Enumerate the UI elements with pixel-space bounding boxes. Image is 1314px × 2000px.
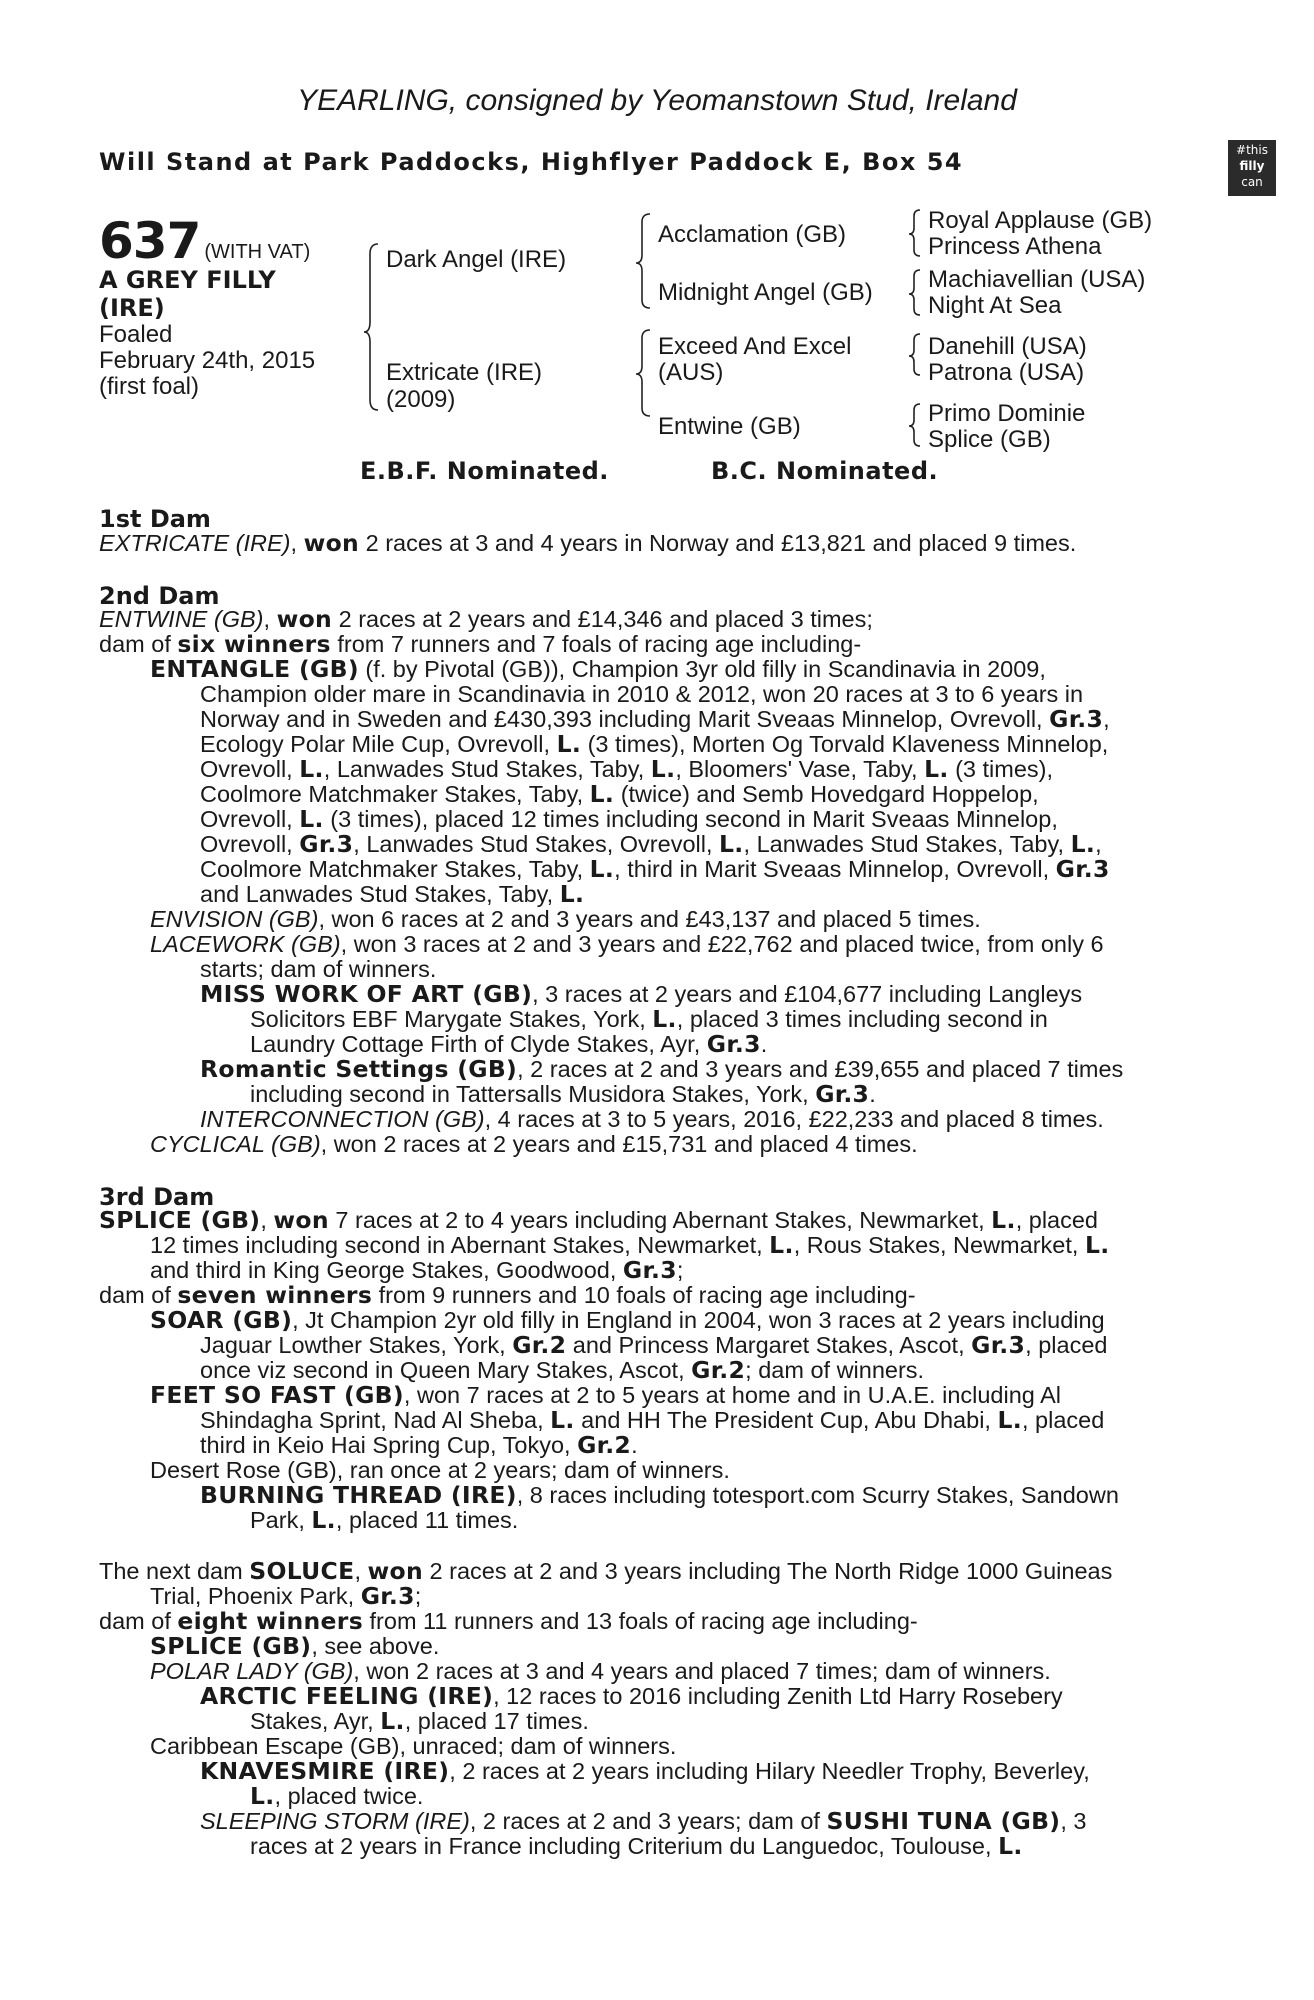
text-span: Jaguar Lowther Stakes, York,	[200, 1332, 513, 1358]
horse-name: POLAR LADY (GB)	[150, 1658, 354, 1684]
separator: ,	[290, 530, 304, 556]
text-span: from 11 runners and 13 foals of racing age including-	[362, 1608, 918, 1634]
grade: Gr.2	[512, 1331, 567, 1359]
text-span: , placed 3 times including second in	[676, 1006, 1048, 1032]
horse-name: SOAR (GB)	[150, 1306, 293, 1334]
grade: L.	[1070, 830, 1096, 858]
lot-description-line-1: A GREY FILLY	[99, 266, 276, 294]
text-span: , won 2 races at 3 and 4 years and placed 7 times; dam of winners.	[353, 1658, 1051, 1684]
grade: L.	[299, 755, 324, 783]
winners-count: six winners	[177, 630, 331, 658]
text-span: and HH The President Cup, Abu Dhabi,	[574, 1407, 998, 1433]
pedigree-gen3-4: Night At Sea	[928, 292, 1062, 319]
produce-line	[250, 1784, 423, 1810]
bc-nominated: B.C. Nominated.	[711, 457, 939, 485]
grade: L.	[997, 1406, 1022, 1434]
text-span: Solicitors EBF Marygate Stakes, York,	[250, 1006, 653, 1032]
grade: L.	[1084, 1231, 1110, 1259]
text-span: , won 7 races at 2 to 5 years at home and in U.A.E. including Al	[403, 1382, 1061, 1408]
lot-number: 637	[99, 212, 201, 270]
badge-line-1: #this	[1236, 143, 1268, 157]
text-span: (3 times), placed 12 times including second in Marit Sveaas Minnelop,	[323, 806, 1058, 832]
pedigree-gen3-6: Patrona (USA)	[928, 359, 1085, 386]
text-span: ,	[1095, 831, 1102, 857]
text-span: , Lanwades Stud Stakes, Taby,	[323, 756, 651, 782]
lot-description-line-2: (IRE)	[99, 294, 165, 322]
text-span: , placed 11 times.	[335, 1507, 519, 1533]
won-label: won	[273, 1206, 329, 1234]
vat-note: (WITH VAT)	[204, 241, 311, 263]
produce-line	[200, 982, 1082, 1008]
horse-name: INTERCONNECTION (GB)	[200, 1106, 485, 1132]
produce-line	[150, 1659, 1051, 1685]
text-span: , won 6 races at 2 and 3 years and £43,137 and placed 5 times.	[318, 906, 981, 932]
produce-line	[200, 1358, 924, 1384]
text-span: 7 races at 2 to 4 years including Abernant Stakes, Newmarket,	[328, 1207, 992, 1233]
text-span: , 3 races at 2 years and £104,677 including Langleys	[532, 981, 1083, 1007]
text-span: Ecology Polar Mile Cup, Ovrevoll,	[200, 731, 557, 757]
foaled-label: Foaled	[99, 321, 173, 348]
separator: ,	[354, 1558, 368, 1584]
text-span: , Bloomers' Vase, Taby,	[675, 756, 925, 782]
text-span: and Princess Margaret Stakes, Ascot,	[566, 1332, 972, 1358]
text-span: dam of	[99, 1282, 178, 1308]
produce-line	[250, 1508, 518, 1534]
gen3-brace-4	[909, 404, 920, 446]
grade: Gr.3	[706, 1030, 761, 1058]
text-span: from 7 runners and 7 foals of racing age including-	[330, 631, 862, 657]
second-dam-line	[99, 607, 873, 633]
won-label: won	[303, 529, 360, 557]
horse-name: FEET SO FAST (GB)	[150, 1381, 404, 1409]
text-span: third in Keio Hai Spring Cup, Tokyo,	[200, 1432, 578, 1458]
gen3-brace-3	[909, 334, 920, 375]
grade: Gr.3	[815, 1080, 870, 1108]
produce-line	[150, 657, 1046, 683]
grade: Gr.3	[1055, 855, 1110, 883]
produce-line	[250, 1082, 876, 1108]
horse-name: LACEWORK (GB)	[150, 931, 341, 957]
text-span: races at 2 years in France including Criterium du Languedoc, Toulouse,	[250, 1833, 999, 1859]
horse-name: SPLICE (GB)	[150, 1632, 312, 1660]
text-span: including second in Tattersalls Musidora Stakes, York,	[250, 1081, 816, 1107]
pedigree-dam-year: (2009)	[386, 386, 456, 413]
text-span: once viz second in Queen Mary Stakes, Ascot,	[200, 1357, 692, 1383]
produce-line	[150, 1634, 439, 1660]
text-span: Ovrevoll,	[200, 806, 300, 832]
produce-line	[250, 1709, 589, 1735]
produce-line: starts; dam of winners.	[200, 956, 437, 982]
grade: L.	[650, 755, 676, 783]
produce-line	[250, 1834, 1023, 1860]
text-span: , Rous Stakes, Newmarket,	[793, 1232, 1085, 1258]
third-dam-heading: 3rd Dam	[99, 1183, 215, 1211]
separator: ,	[263, 606, 277, 632]
produce-line	[200, 832, 1102, 858]
next-dam-line	[150, 1584, 421, 1610]
text-span: The next dam	[99, 1558, 250, 1584]
text-span: , 12 races to 2016 including Zenith Ltd Harry Rosebery	[493, 1683, 1063, 1709]
pedigree-gen3-8: Splice (GB)	[928, 426, 1051, 453]
produce-line	[200, 757, 1053, 783]
text-span: , placed	[1022, 1407, 1105, 1433]
next-dam-produce-summary	[99, 1609, 918, 1635]
text-span: , placed twice.	[274, 1783, 424, 1809]
produce-line	[200, 857, 1110, 883]
text-span: from 9 runners and 10 foals of racing age including-	[372, 1282, 916, 1308]
produce-line	[250, 1032, 767, 1058]
text-span: , Lanwades Stud Stakes, Ovrevoll,	[353, 831, 720, 857]
badge-line-3: can	[1241, 175, 1263, 189]
text-span: (3 times),	[948, 756, 1054, 782]
produce-line	[200, 1333, 1107, 1359]
horse-name: Romantic Settings (GB)	[200, 1055, 518, 1083]
produce-line	[250, 1007, 1048, 1033]
horse-name: ENVISION (GB)	[150, 906, 319, 932]
grade: Gr.3	[622, 1256, 677, 1284]
text-span: , see above.	[311, 1633, 440, 1659]
text-span: and Lanwades Stud Stakes, Taby,	[200, 881, 560, 907]
text-span: Norway and in Sweden and £430,393 including Marit Sveaas Minnelop, Ovrevoll,	[200, 706, 1050, 732]
text-span: 12 times including second in Abernant Stakes, Newmarket,	[150, 1232, 770, 1258]
text-span: ,	[1103, 706, 1110, 732]
next-dam-line	[99, 1559, 1112, 1585]
produce-line	[200, 1107, 1104, 1133]
grade: Gr.3	[971, 1331, 1026, 1359]
grade: L.	[250, 1782, 275, 1810]
text-span: Ovrevoll,	[200, 831, 300, 857]
text-span: ; dam of winners.	[745, 1357, 925, 1383]
text-span: (f. by Pivotal (GB)), Champion 3yr old filly in Scandinavia in 2009,	[358, 656, 1046, 682]
produce-line	[200, 707, 1110, 733]
horse-name: ARCTIC FEELING (IRE)	[200, 1682, 494, 1710]
produce-line	[150, 932, 1104, 958]
grade: Gr.2	[691, 1356, 746, 1384]
horse-name: KNAVESMIRE (IRE)	[200, 1757, 450, 1785]
foaled-date: February 24th, 2015	[99, 347, 316, 374]
text-span: , 3	[1060, 1808, 1087, 1834]
text-span: .	[631, 1432, 638, 1458]
produce-line: Caribbean Escape (GB), unraced; dam of winners.	[150, 1733, 677, 1759]
pedigree-gen3-3: Machiavellian (USA)	[928, 266, 1146, 293]
grade: L.	[299, 805, 324, 833]
grade: Gr.3	[360, 1582, 415, 1610]
first-dam-heading: 1st Dam	[99, 505, 211, 533]
dam-name: SPLICE (GB)	[99, 1206, 261, 1234]
text-span: dam of	[99, 631, 178, 657]
grade: L.	[589, 780, 615, 808]
text-span: Stakes, Ayr,	[250, 1708, 381, 1734]
third-dam-produce-summary	[99, 1283, 916, 1309]
pedigree-gen3-5: Danehill (USA)	[928, 333, 1087, 360]
pedigree-dam: Extricate (IRE)	[386, 359, 543, 386]
pedigree-gen3-2: Princess Athena	[928, 233, 1102, 260]
text-span: , 2 races at 2 and 3 years and £39,655 and placed 7 times	[517, 1056, 1124, 1082]
won-label: won	[367, 1557, 424, 1585]
consignor-line: YEARLING, consigned by Yeomanstown Stud, Ireland	[297, 84, 1017, 117]
produce-line	[200, 1433, 638, 1459]
horse-name: MISS WORK OF ART (GB)	[200, 980, 533, 1008]
grade: Gr.2	[577, 1431, 632, 1459]
dam-name: SOLUCE	[249, 1557, 355, 1585]
grade: L.	[769, 1231, 794, 1259]
dam-name: ENTWINE (GB)	[99, 606, 264, 632]
text-span: dam of	[99, 1608, 178, 1634]
text-span: Coolmore Matchmaker Stakes, Taby,	[200, 781, 590, 807]
produce-line	[200, 1483, 1119, 1509]
pedigree-sire-dam: Midnight Angel (GB)	[658, 279, 873, 306]
horse-name: BURNING THREAD (IRE)	[200, 1481, 517, 1509]
grade: L.	[719, 830, 744, 858]
third-dam-line	[150, 1258, 683, 1284]
text-span: , 4 races at 3 to 5 years, 2016, £22,233 and placed 8 times.	[484, 1106, 1104, 1132]
text-span: (3 times), Morten Og Torvald Klaveness Minnelop,	[581, 731, 1109, 757]
produce-line	[200, 1408, 1104, 1434]
gen3-brace-1	[909, 210, 920, 256]
first-dam-line	[99, 531, 1076, 557]
produce-line	[200, 1759, 1090, 1785]
text-span: and third in King George Stakes, Goodwood,	[150, 1257, 623, 1283]
text-span: , 2 races at 2 years including Hilary Needler Trophy, Beverley,	[449, 1758, 1090, 1784]
text-span: , placed	[1015, 1207, 1098, 1233]
horse-name: ENTANGLE (GB)	[150, 655, 359, 683]
winners-count: eight winners	[177, 1607, 363, 1635]
pedigree-dam-sire-origin: (AUS)	[658, 359, 724, 386]
horse-name: CYCLICAL (GB)	[150, 1131, 321, 1157]
sire-brace	[364, 244, 378, 410]
text-span: Coolmore Matchmaker Stakes, Taby,	[200, 856, 590, 882]
text-span: .	[760, 1031, 768, 1057]
separator: ,	[260, 1207, 274, 1233]
produce-line	[200, 882, 584, 908]
produce-line	[200, 782, 1039, 808]
pedigree-braces	[0, 0, 1314, 480]
text-span: Park,	[250, 1507, 312, 1533]
grade: Gr.3	[299, 830, 354, 858]
pedigree-dam-sire: Exceed And Excel	[658, 333, 852, 360]
text-span: , Jt Champion 2yr old filly in England in 2004, won 3 races at 2 years including	[292, 1307, 1105, 1333]
produce-line	[200, 1684, 1063, 1710]
second-dam-heading: 2nd Dam	[99, 582, 220, 610]
grade: L.	[550, 1406, 575, 1434]
third-dam-line	[99, 1208, 1098, 1234]
gen2-top-brace	[636, 214, 650, 308]
horse-name: SUSHI TUNA (GB)	[826, 1807, 1061, 1835]
produce-line: Champion older mare in Scandinavia in 2010 & 2012, won 20 races at 3 to 6 years in	[200, 681, 1084, 707]
produce-line	[150, 1132, 918, 1158]
text-span: .	[869, 1081, 876, 1107]
grade: L.	[998, 1832, 1023, 1860]
grade: L.	[924, 755, 949, 783]
grade: L.	[652, 1005, 677, 1033]
text-span: Shindagha Sprint, Nad Al Sheba,	[200, 1407, 551, 1433]
third-dam-line	[150, 1233, 1109, 1259]
grade: Gr.3	[1049, 705, 1104, 733]
race-record: 2 races at 3 and 4 years in Norway and £13,821 and placed 9 times.	[359, 530, 1077, 556]
produce-line	[200, 732, 1108, 758]
text-span: Ovrevoll,	[200, 756, 300, 782]
grade: L.	[380, 1707, 405, 1735]
pedigree-gen3-1: Royal Applause (GB)	[928, 207, 1153, 234]
produce-line	[200, 1057, 1123, 1083]
text-span: 2 races at 2 and 3 years including The North Ridge 1000 Guineas	[423, 1558, 1113, 1584]
badge-line-2: filly	[1239, 159, 1265, 173]
text-span: , won 3 races at 2 and 3 years and £22,762 and placed twice, from only 6	[340, 931, 1104, 957]
pedigree-gen3-7: Primo Dominie	[928, 400, 1086, 427]
text-span: , 8 races including totesport.com Scurry Stakes, Sandown	[516, 1482, 1119, 1508]
ebf-nominated: E.B.F. Nominated.	[360, 457, 609, 485]
gen3-brace-2	[909, 270, 920, 315]
produce-line	[150, 1383, 1061, 1409]
gen2-bottom-brace	[636, 330, 650, 416]
produce-line	[200, 807, 1058, 833]
foal-note: (first foal)	[99, 373, 200, 400]
text-span: , placed	[1025, 1332, 1108, 1358]
race-record: 2 races at 2 years and £14,346 and placed 3 times;	[332, 606, 873, 632]
second-dam-produce-summary	[99, 632, 861, 658]
text-span: Trial, Phoenix Park,	[150, 1583, 361, 1609]
pedigree-dam-dam: Entwine (GB)	[658, 413, 801, 440]
text-span: , placed 17 times.	[404, 1708, 589, 1734]
text-span: , Lanwades Stud Stakes, Taby,	[743, 831, 1071, 857]
dam-name: EXTRICATE (IRE)	[99, 530, 291, 556]
text-span: (twice) and Semb Hovedgard Hoppelop,	[614, 781, 1039, 807]
grade: L.	[991, 1206, 1016, 1234]
grade: L.	[589, 855, 615, 883]
produce-line	[150, 907, 981, 933]
winners-count: seven winners	[177, 1281, 373, 1309]
text-span: ;	[414, 1583, 422, 1609]
text-span: , 2 races at 2 and 3 years; dam of	[469, 1808, 827, 1834]
text-span: , third in Marit Sveaas Minnelop, Ovrevoll,	[614, 856, 1056, 882]
grade: L.	[556, 730, 582, 758]
grade: L.	[311, 1506, 336, 1534]
text-span: ;	[676, 1257, 684, 1283]
pedigree-sire: Dark Angel (IRE)	[386, 246, 567, 273]
text-span: , won 2 races at 2 years and £15,731 and placed 4 times.	[320, 1131, 918, 1157]
produce-line	[150, 1308, 1105, 1334]
horse-name: SLEEPING STORM (IRE)	[200, 1808, 470, 1834]
stand-location: Will Stand at Park Paddocks, Highflyer Paddock E, Box 54	[99, 148, 964, 176]
produce-line: Desert Rose (GB), ran once at 2 years; dam of winners.	[150, 1457, 730, 1483]
pedigree-sire-sire: Acclamation (GB)	[658, 221, 847, 248]
won-label: won	[276, 605, 333, 633]
text-span: Laundry Cottage Firth of Clyde Stakes, Ayr,	[250, 1031, 707, 1057]
grade: L.	[559, 880, 585, 908]
produce-line	[200, 1809, 1086, 1835]
